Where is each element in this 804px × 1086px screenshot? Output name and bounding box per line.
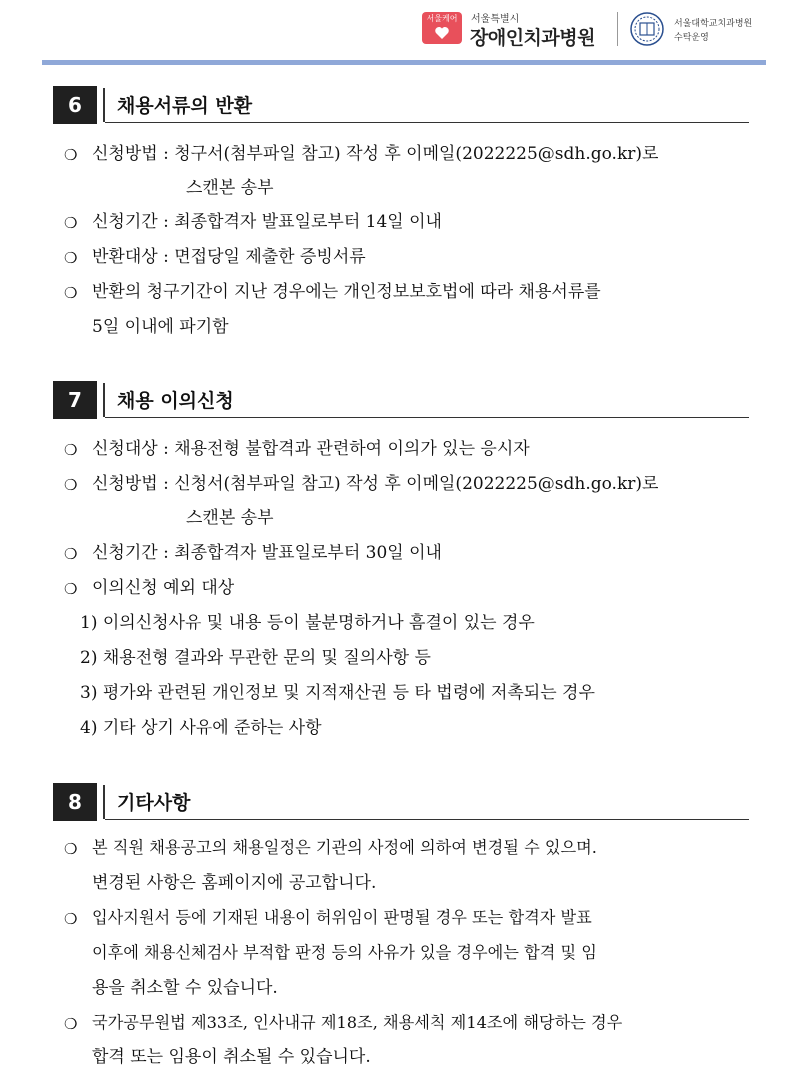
list-item: 반환의 청구기간이 지난 경우에는 개인정보보호법에 따라 채용서류를 [92, 282, 601, 302]
partner-name: 서울대학교치과병원 [674, 19, 753, 29]
header-divider [617, 12, 618, 46]
bullet-icon: ❍ [64, 146, 78, 164]
seoul-care-logo [422, 12, 462, 44]
bullet-icon: ❍ [64, 441, 78, 459]
section-divider [103, 785, 105, 819]
sub-list-item: 1) 이의신청사유 및 내용 등이 불분명하거나 흠결이 있는 경우 [80, 613, 535, 633]
section-7-heading [53, 381, 749, 419]
sub-list-item: 3) 평가와 관련된 개인정보 및 지적재산권 등 타 법령에 저촉되는 경우 [80, 683, 595, 703]
hospital-subtitle: 서울특별시 [471, 14, 520, 25]
header-accent-bar [42, 60, 766, 65]
section-number: 8 [53, 783, 97, 821]
heart-icon [434, 25, 450, 41]
section-8-heading [53, 783, 749, 821]
list-item-continuation: 이후에 채용신체검사 부적합 판정 등의 사유가 있을 경우에는 합격 및 임 [92, 943, 597, 962]
bullet-icon: ❍ [64, 840, 78, 858]
section-title: 채용 이의신청 [117, 390, 234, 412]
bullet-icon: ❍ [64, 284, 78, 302]
list-item: 신청방법 : 신청서(첨부파일 참고) 작성 후 이메일(2022225@sdh.go.kr)로 [92, 474, 659, 494]
snu-emblem-icon [627, 11, 667, 47]
section-divider [103, 88, 105, 122]
list-item-continuation: 변경된 사항은 홈페이지에 공고합니다. [92, 873, 377, 893]
hospital-name: 장애인치과병원 [470, 27, 595, 49]
seoul-care-label: 서울케어 [426, 14, 458, 23]
page-header [0, 0, 804, 68]
sub-list-item: 4) 기타 상기 사유에 준하는 사항 [80, 718, 322, 738]
list-item: 이의신청 예외 대상 [92, 578, 235, 598]
list-item-continuation: 스캔본 송부 [186, 508, 274, 528]
list-item: 반환대상 : 면접당일 제출한 증빙서류 [92, 247, 366, 267]
partner-role: 수탁운영 [674, 33, 709, 43]
list-item: 본 직원 채용공고의 채용일정은 기관의 사정에 의하여 변경될 수 있으며. [92, 838, 597, 857]
section-underline [105, 417, 749, 418]
section-divider [103, 383, 105, 417]
section-title: 기타사항 [117, 792, 191, 814]
section-6-heading [53, 86, 749, 124]
bullet-icon: ❍ [64, 1015, 78, 1033]
section-number: 7 [53, 381, 97, 419]
bullet-icon: ❍ [64, 476, 78, 494]
list-item: 국가공무원법 제33조, 인사내규 제18조, 채용세칙 제14조에 해당하는 경우 [92, 1013, 623, 1032]
list-item-continuation: 용을 취소할 수 있습니다. [92, 978, 278, 998]
section-underline [105, 819, 749, 820]
section-title: 채용서류의 반환 [117, 95, 253, 117]
section-number: 6 [53, 86, 97, 124]
list-item: 신청대상 : 채용전형 불합격과 관련하여 이의가 있는 응시자 [92, 439, 530, 459]
list-item-continuation: 스캔본 송부 [186, 178, 274, 198]
list-item: 입사지원서 등에 기재된 내용이 허위임이 판명될 경우 또는 합격자 발표 [92, 908, 592, 927]
list-item: 신청기간 : 최종합격자 발표일로부터 30일 이내 [92, 543, 442, 563]
sub-list-item: 2) 채용전형 결과와 무관한 문의 및 질의사항 등 [80, 648, 431, 668]
bullet-icon: ❍ [64, 580, 78, 598]
list-item-continuation: 5일 이내에 파기함 [92, 317, 229, 337]
list-item: 신청기간 : 최종합격자 발표일로부터 14일 이내 [92, 212, 442, 232]
bullet-icon: ❍ [64, 214, 78, 232]
section-underline [105, 122, 749, 123]
list-item: 신청방법 : 청구서(첨부파일 참고) 작성 후 이메일(2022225@sdh.go.kr)로 [92, 144, 659, 164]
list-item-continuation: 합격 또는 임용이 취소될 수 있습니다. [92, 1047, 371, 1067]
bullet-icon: ❍ [64, 910, 78, 928]
bullet-icon: ❍ [64, 545, 78, 563]
bullet-icon: ❍ [64, 249, 78, 267]
